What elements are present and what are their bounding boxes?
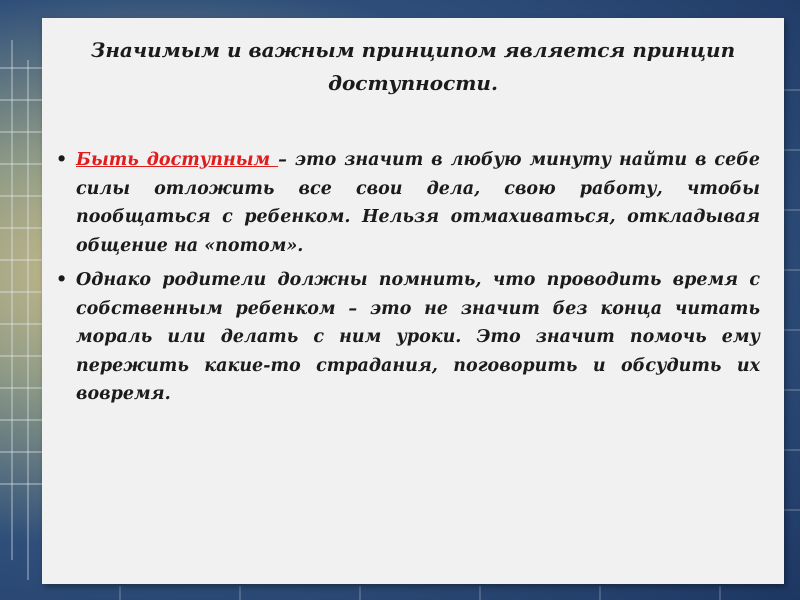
slide-panel — [42, 18, 784, 584]
bullet-text: – это значит в любую минуту найти в себе силы отложить все свои дела, свою работу, чтобы пообщаться с ребенком. Нельзя отмахиваться, откладывая общение на «потом». — [76, 150, 760, 256]
bullet-item-accessibility — [56, 146, 760, 260]
bullet-text: Однако родители должны помнить, что проводить время с собственным ребенком – это не значит без конца читать мораль или делать с ним уроки. Это значит помочь ему пережить какие-то страдания, поговорить и обсудить их вовремя. — [76, 270, 760, 404]
bullet-marker: • — [56, 150, 68, 170]
highlighted-term: Быть доступным — [76, 150, 279, 170]
slide-title: Значимым и важным принципом является принцип доступности. — [90, 38, 736, 95]
bullet-list — [56, 146, 760, 415]
bullet-marker: • — [56, 270, 68, 290]
bullet-item-parents — [56, 266, 760, 409]
